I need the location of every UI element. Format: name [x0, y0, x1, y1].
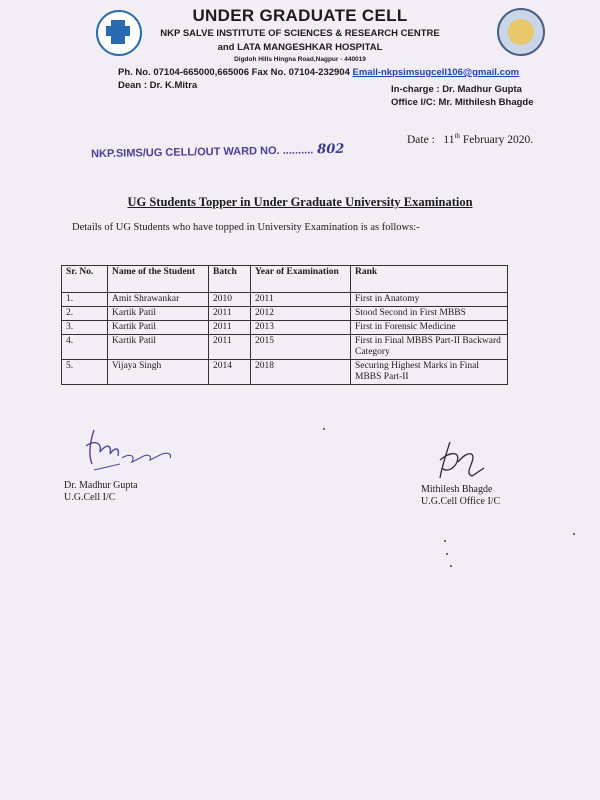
column-header-sr-no: Sr. No. [62, 266, 108, 293]
letterhead-incharge: In-charge : Dr. Madhur Gupta [391, 84, 522, 95]
cell-year: 2013 [251, 321, 351, 335]
signatory-role-right: U.G.Cell Office I/C [421, 496, 501, 507]
cell-batch: 2014 [209, 360, 251, 385]
cell-sr-no: 5. [62, 360, 108, 385]
outward-number-stamp [91, 142, 345, 161]
cell-sr-no: 3. [62, 321, 108, 335]
document-title: UG Students Topper in Under Graduate University Examination [127, 195, 473, 209]
scan-speck [573, 533, 575, 535]
letter-date [407, 132, 533, 146]
table-row [62, 335, 508, 360]
cell-year: 2015 [251, 335, 351, 360]
column-header-name: Name of the Student [108, 266, 209, 293]
cell-year: 2012 [251, 307, 351, 321]
letterhead-institute: NKP SALVE INSTITUTE OF SCIENCES & RESEARCH CENTRE [160, 28, 440, 39]
scan-speck [446, 553, 448, 555]
handwritten-signature-right [432, 438, 492, 486]
outward-handwritten-number: 802 [317, 141, 345, 158]
cell-sr-no: 4. [62, 335, 108, 360]
handwritten-signature-left [80, 424, 180, 482]
scan-speck [444, 540, 446, 542]
letterhead-office-ic: Office I/C: Mr. Mithilesh Bhagde [391, 97, 534, 108]
toppers-table [61, 265, 508, 385]
signatory-name-right: Mithilesh Bhagde [421, 484, 493, 495]
cell-rank: First in Anatomy [351, 293, 508, 307]
column-header-rank: Rank [351, 266, 508, 293]
cell-name: Kartik Patil [108, 335, 209, 360]
cell-rank: First in Final MBBS Part-II Backward Category [351, 335, 508, 360]
table-row [62, 321, 508, 335]
cell-batch: 2011 [209, 307, 251, 321]
letterhead-phone: Ph. No. 07104-665000,665006 Fax No. 07104-232904 [118, 67, 350, 78]
scan-speck [450, 565, 452, 567]
date-suffix: th [454, 132, 460, 140]
table-row [62, 360, 508, 385]
cell-name: Kartik Patil [108, 307, 209, 321]
date-prefix: Date : [407, 133, 435, 146]
signature-block-right [421, 484, 500, 508]
column-header-batch: Batch [209, 266, 251, 293]
letterhead-contact [118, 67, 519, 78]
letterhead-email[interactable]: Email-nkpsimsugcell106@gmail.com [352, 67, 520, 78]
cell-batch: 2011 [209, 335, 251, 360]
cell-name: Vijaya Singh [108, 360, 209, 385]
cell-batch: 2010 [209, 293, 251, 307]
cell-year: 2011 [251, 293, 351, 307]
cell-rank: Stood Second in First MBBS [351, 307, 508, 321]
cell-sr-no: 1. [62, 293, 108, 307]
table-row [62, 307, 508, 321]
table-header-row [62, 266, 508, 293]
letterhead-title: UNDER GRADUATE CELL [192, 6, 408, 25]
signature-block-left [64, 480, 138, 504]
table-row [62, 293, 508, 307]
outward-label: NKP.SIMS/UG CELL/OUT WARD NO. .......... [90, 144, 314, 161]
letterhead-hospital: and LATA MANGESHKAR HOSPITAL [217, 42, 383, 53]
column-header-year: Year of Examination [251, 266, 351, 293]
cell-name: Amit Shrawankar [108, 293, 209, 307]
cell-name: Kartik Patil [108, 321, 209, 335]
letterhead-dean: Dean : Dr. K.Mitra [118, 80, 198, 91]
cell-rank: First in Forensic Medicine [351, 321, 508, 335]
cell-sr-no: 2. [62, 307, 108, 321]
cell-rank: Securing Highest Marks in Final MBBS Part-II [351, 360, 508, 385]
signatory-role-left: U.G.Cell I/C [64, 492, 116, 503]
cell-batch: 2011 [209, 321, 251, 335]
letterhead-address: Digdoh Hills Hingna Road,Nagpur - 440019 [234, 56, 366, 63]
cell-year: 2018 [251, 360, 351, 385]
date-day: 11 [443, 133, 455, 146]
date-rest: February 2020. [462, 133, 534, 146]
scan-speck [323, 428, 325, 430]
document-intro: Details of UG Students who have topped in University Examination is as follows:- [72, 222, 420, 233]
signatory-name-left: Dr. Madhur Gupta [64, 480, 138, 491]
